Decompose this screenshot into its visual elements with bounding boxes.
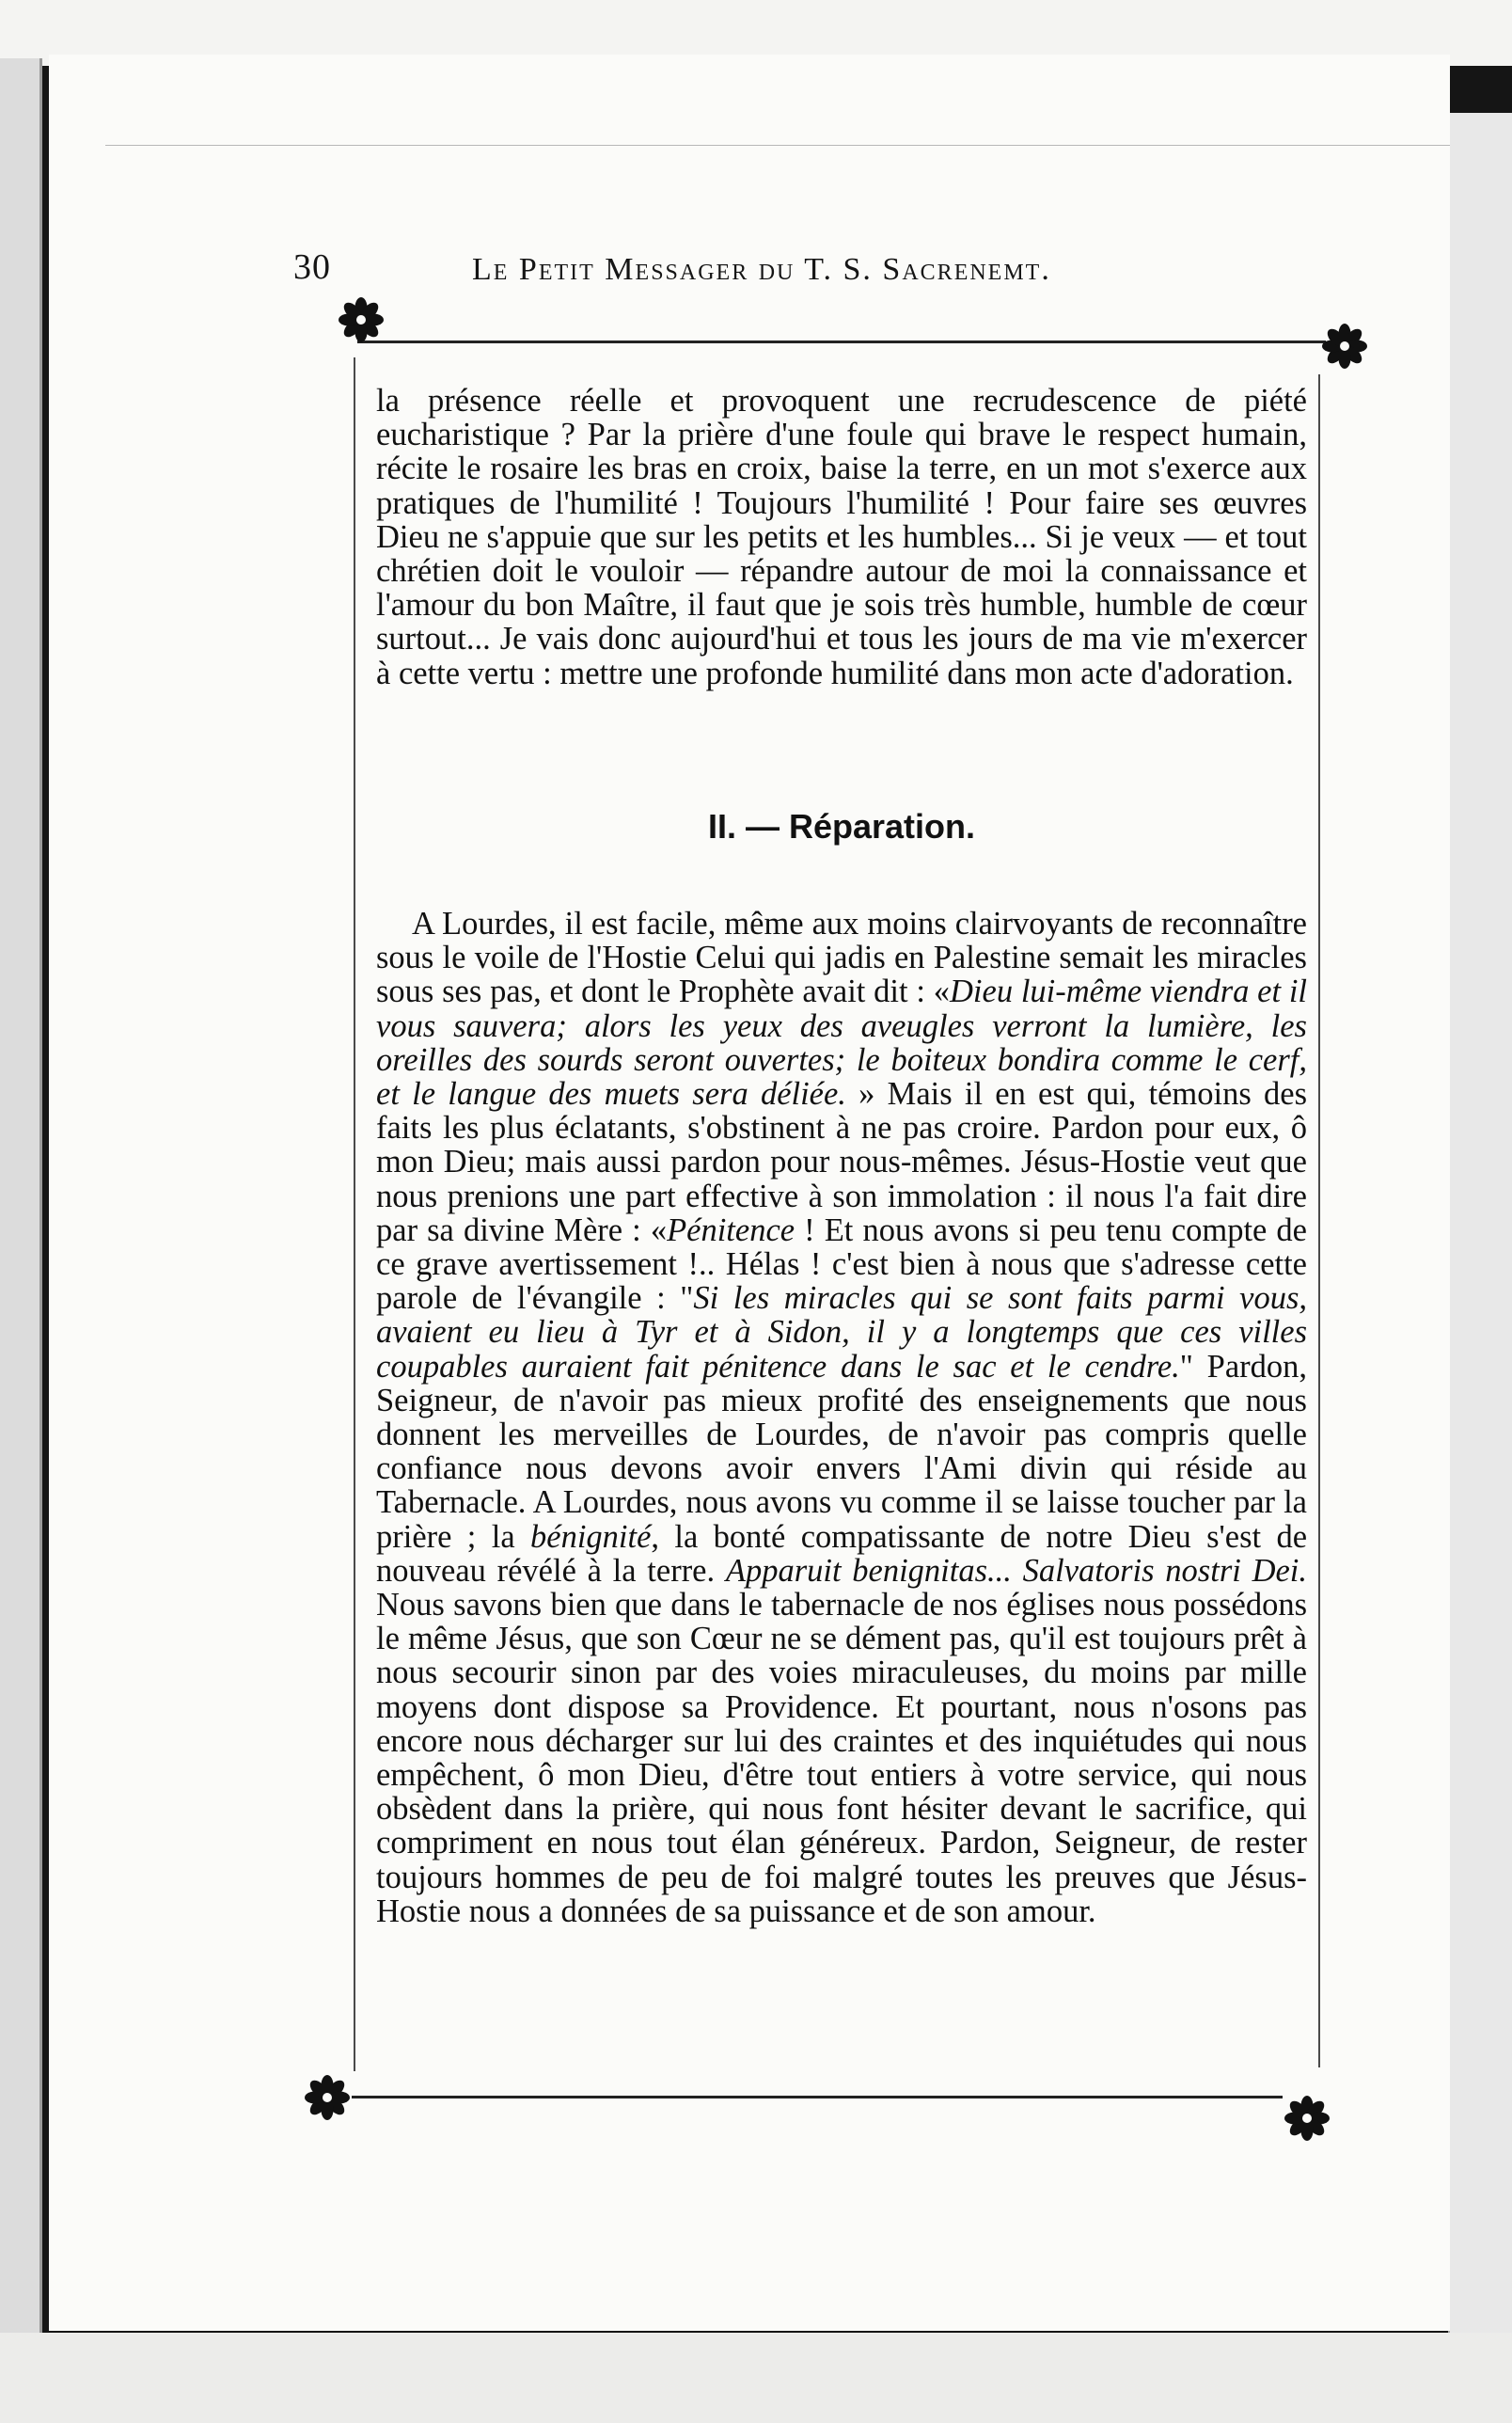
latin-quote: Apparuit benignitas... Salvatoris nostri Dei.: [725, 1552, 1308, 1589]
frame-right-rule: [1318, 374, 1320, 2067]
frame-bottom-rule: [352, 2096, 1283, 2098]
paragraph-text: Nous savons bien que dans le tabernacle de nos églises nous possédons le même Jésus, que son Cœur ne se dément pas, qu'il est toujours prêt à nous secourir sinon par des voies miraculeuses, du moins par mille moyens dont dispose sa Providence. Et pourtant, nous n'osons pas encore nous décharger sur lui des craintes et des inquiétudes qui nous empêchent, ô mon Dieu, d'être tout entiers à votre service, qui nous obsèdent dans la prière, qui nous font hésiter devant le sacrifice, qui compriment en nous tout élan généreux. Pardon, Seigneur, de rester toujours hommes de peu de foi malgré toutes les preuves que Jésus-Hostie nous a données de sa puissance et de son amour.: [376, 1587, 1307, 1929]
running-head: [293, 243, 1234, 299]
paragraph-humility: la présence réelle et provoquent une recrudescence de piété eucharistique ? Par la prière d'une foule qui brave le respect humain, récite le rosaire les bras en croix, baise la terre, en un mot s'exerce aux pratiques de l'humilité ! Toujours l'humilité ! Pour faire ses œuvres Dieu ne s'appuie que sur les petits et les humbles... Si je veux — et tout chrétien doit le vouloir — répandre autour de moi la connaissance et l'amour du bon Maître, il faut que je sois très humble, humble de cœur surtout... Je vais donc aujourd'hui et tous les jours de ma vie m'exercer à cette vertu : mettre une profonde humilité dans mon acte d'adoration.: [376, 383, 1307, 691]
floral-ornament-icon: [1283, 2094, 1331, 2143]
book-left-edge: [0, 58, 42, 2335]
section-heading: II. — Réparation.: [707, 807, 976, 846]
frame-top-rule: [357, 340, 1326, 343]
paragraph-text: » Mais il en est qui, témoins des faits les plus éclatants, s'obstinent à ne pas croire. Pardon pour eux, ô mon Dieu; mais aussi pardon pour nous-mêmes. Jésus-Hostie veut que nous prenions une part effective à son immolation : il nous l'a fait dire par sa divine Mère : «: [376, 1076, 1307, 1248]
floral-ornament-icon: [303, 2073, 352, 2122]
paragraph-text: " Pardon, Seigneur, de n'avoir pas mieux profité des enseignements que nous donnent les merveilles de Lourdes, de n'avoir pas compris quelle confiance nous devons avoir envers l'Ami divin qui réside au Tabernacle. A Lourdes, nous avons vu comme il se laisse toucher par la prière ; la: [376, 1348, 1307, 1555]
benignite-word: bénignité: [530, 1518, 652, 1555]
page-number: 30: [293, 247, 331, 287]
page-edge-line: [105, 145, 1450, 146]
floral-ornament-icon: [337, 295, 386, 344]
penitence-word: Pénitence: [667, 1212, 795, 1248]
prophet-quote: Dieu lui-même viendra et il vous sauvera; alors les yeux des aveugles verront la lumière, les oreilles des sourds seront ouvertes; le boiteux bondira comme le cerf, et le langue des muets sera déliée.: [376, 974, 1307, 1113]
paragraph-text: A Lourdes, il est facile, même aux moins clairvoyants de reconnaître sous le voile de l'Hostie Celui qui jadis en Palestine semait les miracles sous ses pas, et dont le Prophète avait dit : «: [376, 906, 1307, 1010]
paragraph-text: ! Et nous avons si peu tenu compte de ce grave avertissement !.. Hélas ! c'est bien à nous que s'adresse cette parole de l'évangile : ": [376, 1212, 1307, 1317]
scan-bottom-margin: [0, 2333, 1512, 2423]
paragraph-reparation: [376, 907, 1307, 1928]
paragraph-text: , la bonté compatissante de notre Dieu s'est de nouveau révélé à la terre.: [376, 1518, 1308, 1589]
frame-left-rule: [354, 357, 355, 2071]
facing-page-edge: [1448, 113, 1512, 2333]
journal-title: Le Petit Messager du T. S. Sacrenemt.: [472, 252, 1051, 287]
gospel-quote: Si les miracles qui se sont faits parmi vous, avaient eu lieu à Tyr et à Sidon, il y a longtemps que ces villes coupables auraient fait pénitence dans le sac et le cendre.: [376, 1280, 1308, 1385]
floral-ornament-icon: [1320, 322, 1369, 371]
